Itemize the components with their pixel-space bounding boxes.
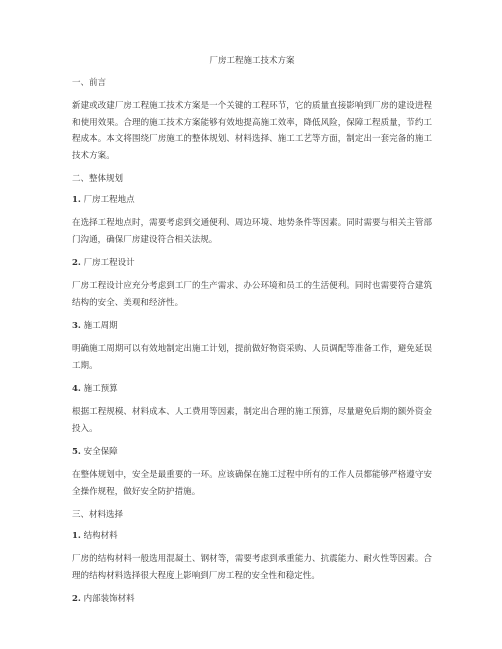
sub-heading-construction-budget [72,383,432,395]
item-number: 5. [72,447,81,457]
item-number: 3. [72,321,81,331]
document-title: 厂房工程施工技术方案 [209,56,295,66]
sub-heading-safety [72,446,432,458]
section-heading-material-selection: 三、材料选择 [72,510,124,520]
item-title: 安全保障 [83,447,118,457]
preface-paragraph: 新建或改建厂房工程施工技术方案是一个关键的工程环节，它的质量直接影响到厂房的建设进程和使用效果。合理的施工技术方案能够有效地提高施工效率，降低风险，保障工程质量，节约工程成本。本文将围绕厂房施工的整体规划、材料选择、施工工艺等方面，制定出一套完备的施工技术方案。 [72,101,432,161]
section-heading-preface: 一、前言 [72,78,107,88]
item-number: 2. [72,594,81,604]
item-title: 内部装饰材料 [83,594,135,604]
section-heading-overall-planning: 二、整体规划 [72,174,124,184]
sub-heading-interior-materials [72,593,432,605]
sub-heading-project-design [72,257,432,269]
item-title: 结构材料 [83,531,118,541]
item-title: 施工预算 [83,384,118,394]
sub-heading-structural-materials [72,530,432,542]
item-title: 厂房工程地点 [83,195,135,205]
item-number: 1. [72,531,81,541]
project-design-paragraph: 厂房工程设计应充分考虑到工厂的生产需求、办公环境和员工的生活便利。同时也需要符合建筑结构的安全、美观和经济性。 [72,281,432,308]
item-number: 4. [72,384,81,394]
sub-heading-construction-period [72,320,432,332]
item-number: 1. [72,195,81,205]
construction-budget-paragraph: 根据工程规模、材料成本、人工费用等因素，制定出合理的施工预算，尽量避免后期的额外资金投入。 [72,407,432,434]
construction-period-paragraph: 明确施工周期可以有效地制定出施工计划，提前做好物资采购、人员调配等准备工作，避免延误工期。 [72,344,432,371]
item-number: 2. [72,258,81,268]
safety-paragraph: 在整体规划中，安全是最重要的一环。应该确保在施工过程中所有的工作人员都能够严格遵守安全操作规程，做好安全防护措施。 [72,470,432,497]
sub-heading-project-location [72,194,432,206]
document-page [72,55,432,614]
project-location-paragraph: 在选择工程地点时，需要考虑到交通便利、周边环境、地势条件等因素。同时需要与相关主管部门沟通，确保厂房建设符合相关法规。 [72,218,432,245]
item-title: 施工周期 [83,321,118,331]
item-title: 厂房工程设计 [83,258,135,268]
structural-materials-paragraph: 厂房的结构材料一般选用混凝土、钢材等，需要考虑到承重能力、抗震能力、耐火性等因素。合理的结构材料选择很大程度上影响到厂房工程的安全性和稳定性。 [72,554,432,581]
